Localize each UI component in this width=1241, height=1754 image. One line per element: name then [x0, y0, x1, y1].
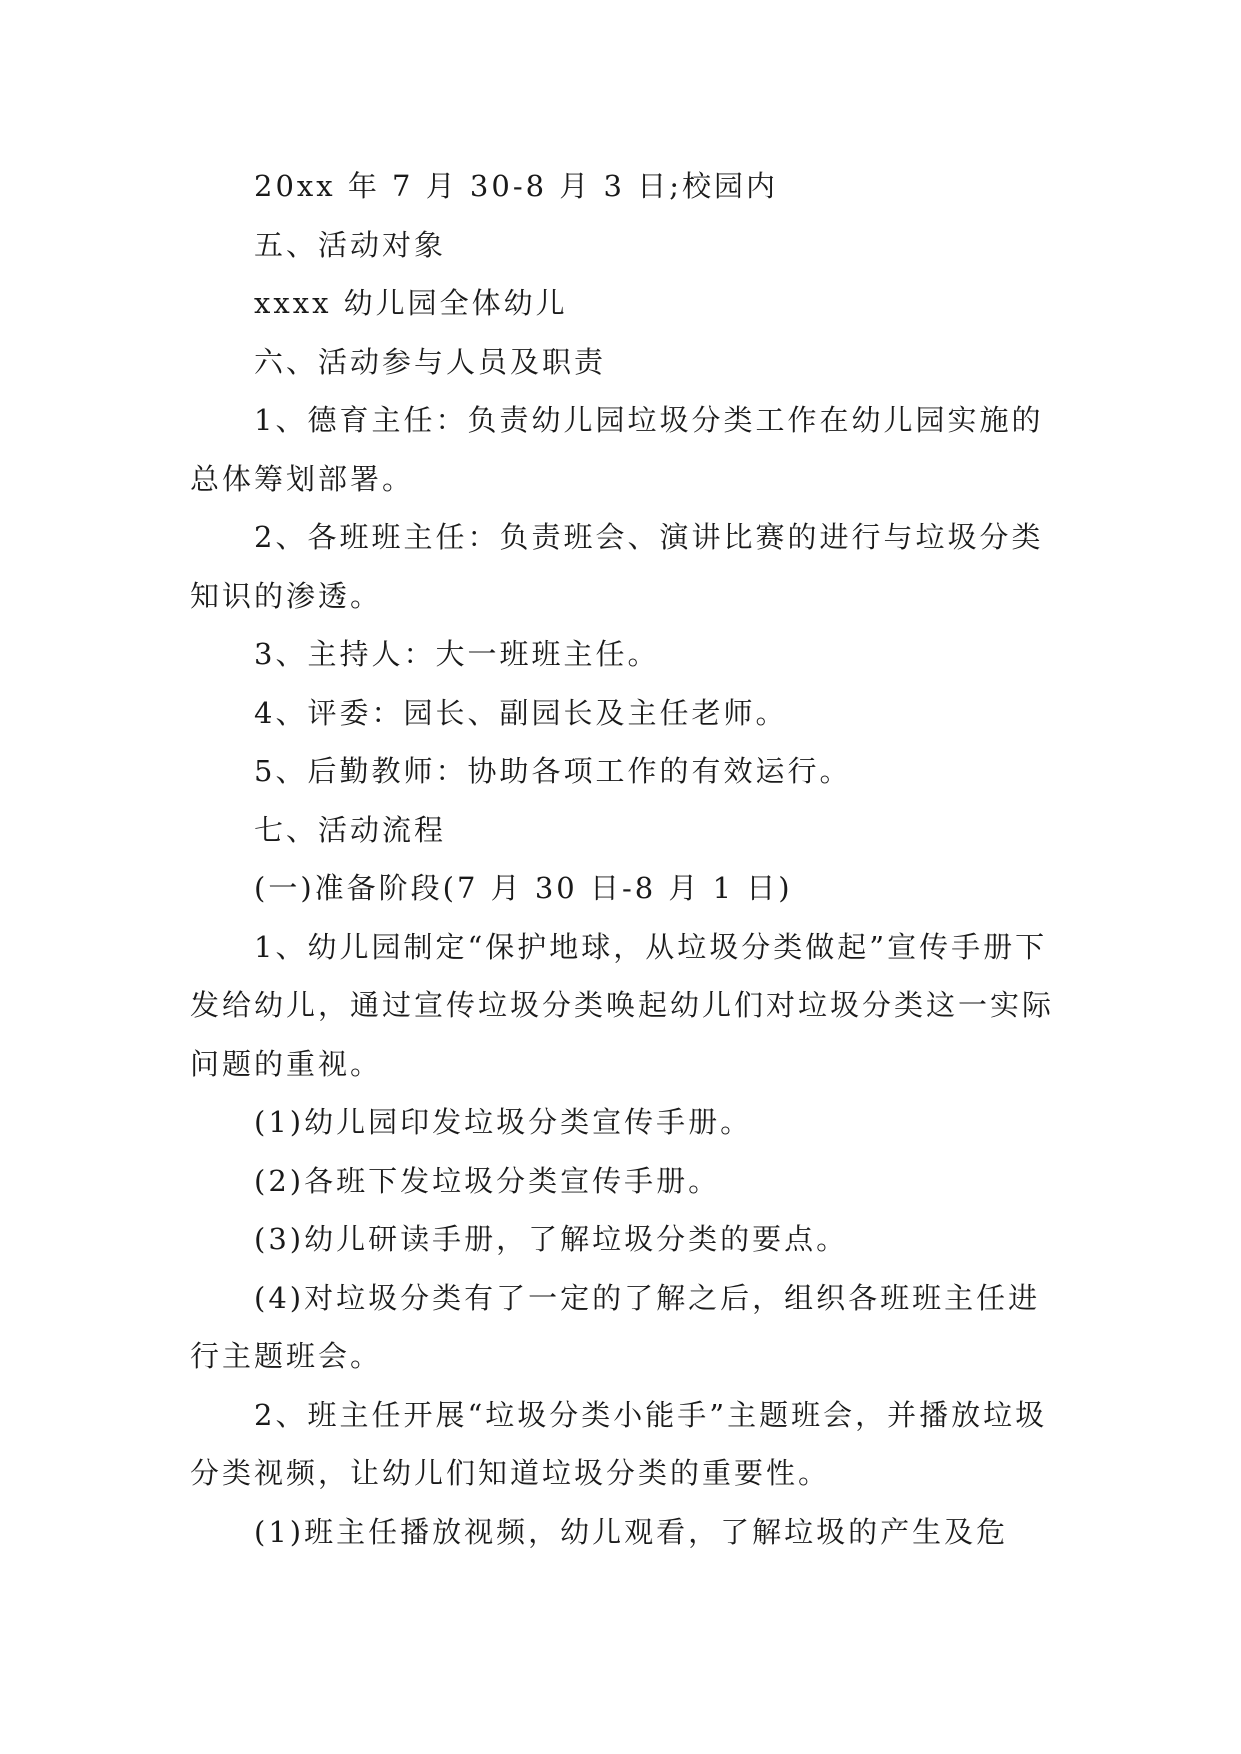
- paragraph-role-1: 1、德育主任：负责幼儿园垃圾分类工作在幼儿园实施的总体筹划部署。: [190, 403, 1044, 496]
- paragraph-step-1-2: (2)各班下发垃圾分类宣传手册。: [254, 1163, 721, 1198]
- paragraph-step-2: 2、班主任开展“垃圾分类小能手”主题班会，并播放垃圾分类视频，让幼儿们知道垃圾分类的重要性。: [190, 1397, 1048, 1490]
- paragraph-role-2: 2、各班班主任：负责班会、演讲比赛的进行与垃圾分类知识的渗透。: [190, 520, 1044, 613]
- paragraph-step-1-4: (4)对垃圾分类有了一定的了解之后，组织各班班主任进行主题班会。: [190, 1280, 1041, 1373]
- heading-participants: 六、活动参与人员及职责: [254, 344, 607, 379]
- paragraph-role-4: 4、评委：园长、副园长及主任老师。: [254, 695, 788, 730]
- heading-preparation-stage: (一)准备阶段(7 月 30 日-8 月 1 日): [254, 871, 793, 905]
- paragraph-time-place: 20xx 年 7 月 30-8 月 3 日;校园内: [254, 169, 778, 203]
- paragraph-step-1: 1、幼儿园制定“保护地球，从垃圾分类做起”宣传手册下发给幼儿，通过宣传垃圾分类唤起幼儿们对垃圾分类这一实际问题的重视。: [190, 929, 1055, 1081]
- paragraph-step-2-1: (1)班主任播放视频，幼儿观看，了解垃圾的产生及危: [254, 1514, 1009, 1549]
- paragraph-role-3: 3、主持人：大一班班主任。: [254, 637, 660, 671]
- heading-activity-process: 七、活动流程: [254, 812, 447, 847]
- paragraph-role-5: 5、后勤教师：协助各项工作的有效运行。: [254, 754, 852, 788]
- paragraph-activity-target: xxxx 幼儿园全体幼儿: [254, 286, 568, 320]
- paragraph-step-1-1: (1)幼儿园印发垃圾分类宣传手册。: [254, 1105, 753, 1139]
- paragraph-step-1-3: (3)幼儿研读手册，了解垃圾分类的要点。: [254, 1222, 849, 1256]
- heading-activity-target: 五、活动对象: [254, 227, 447, 262]
- document-body: [190, 157, 1060, 1561]
